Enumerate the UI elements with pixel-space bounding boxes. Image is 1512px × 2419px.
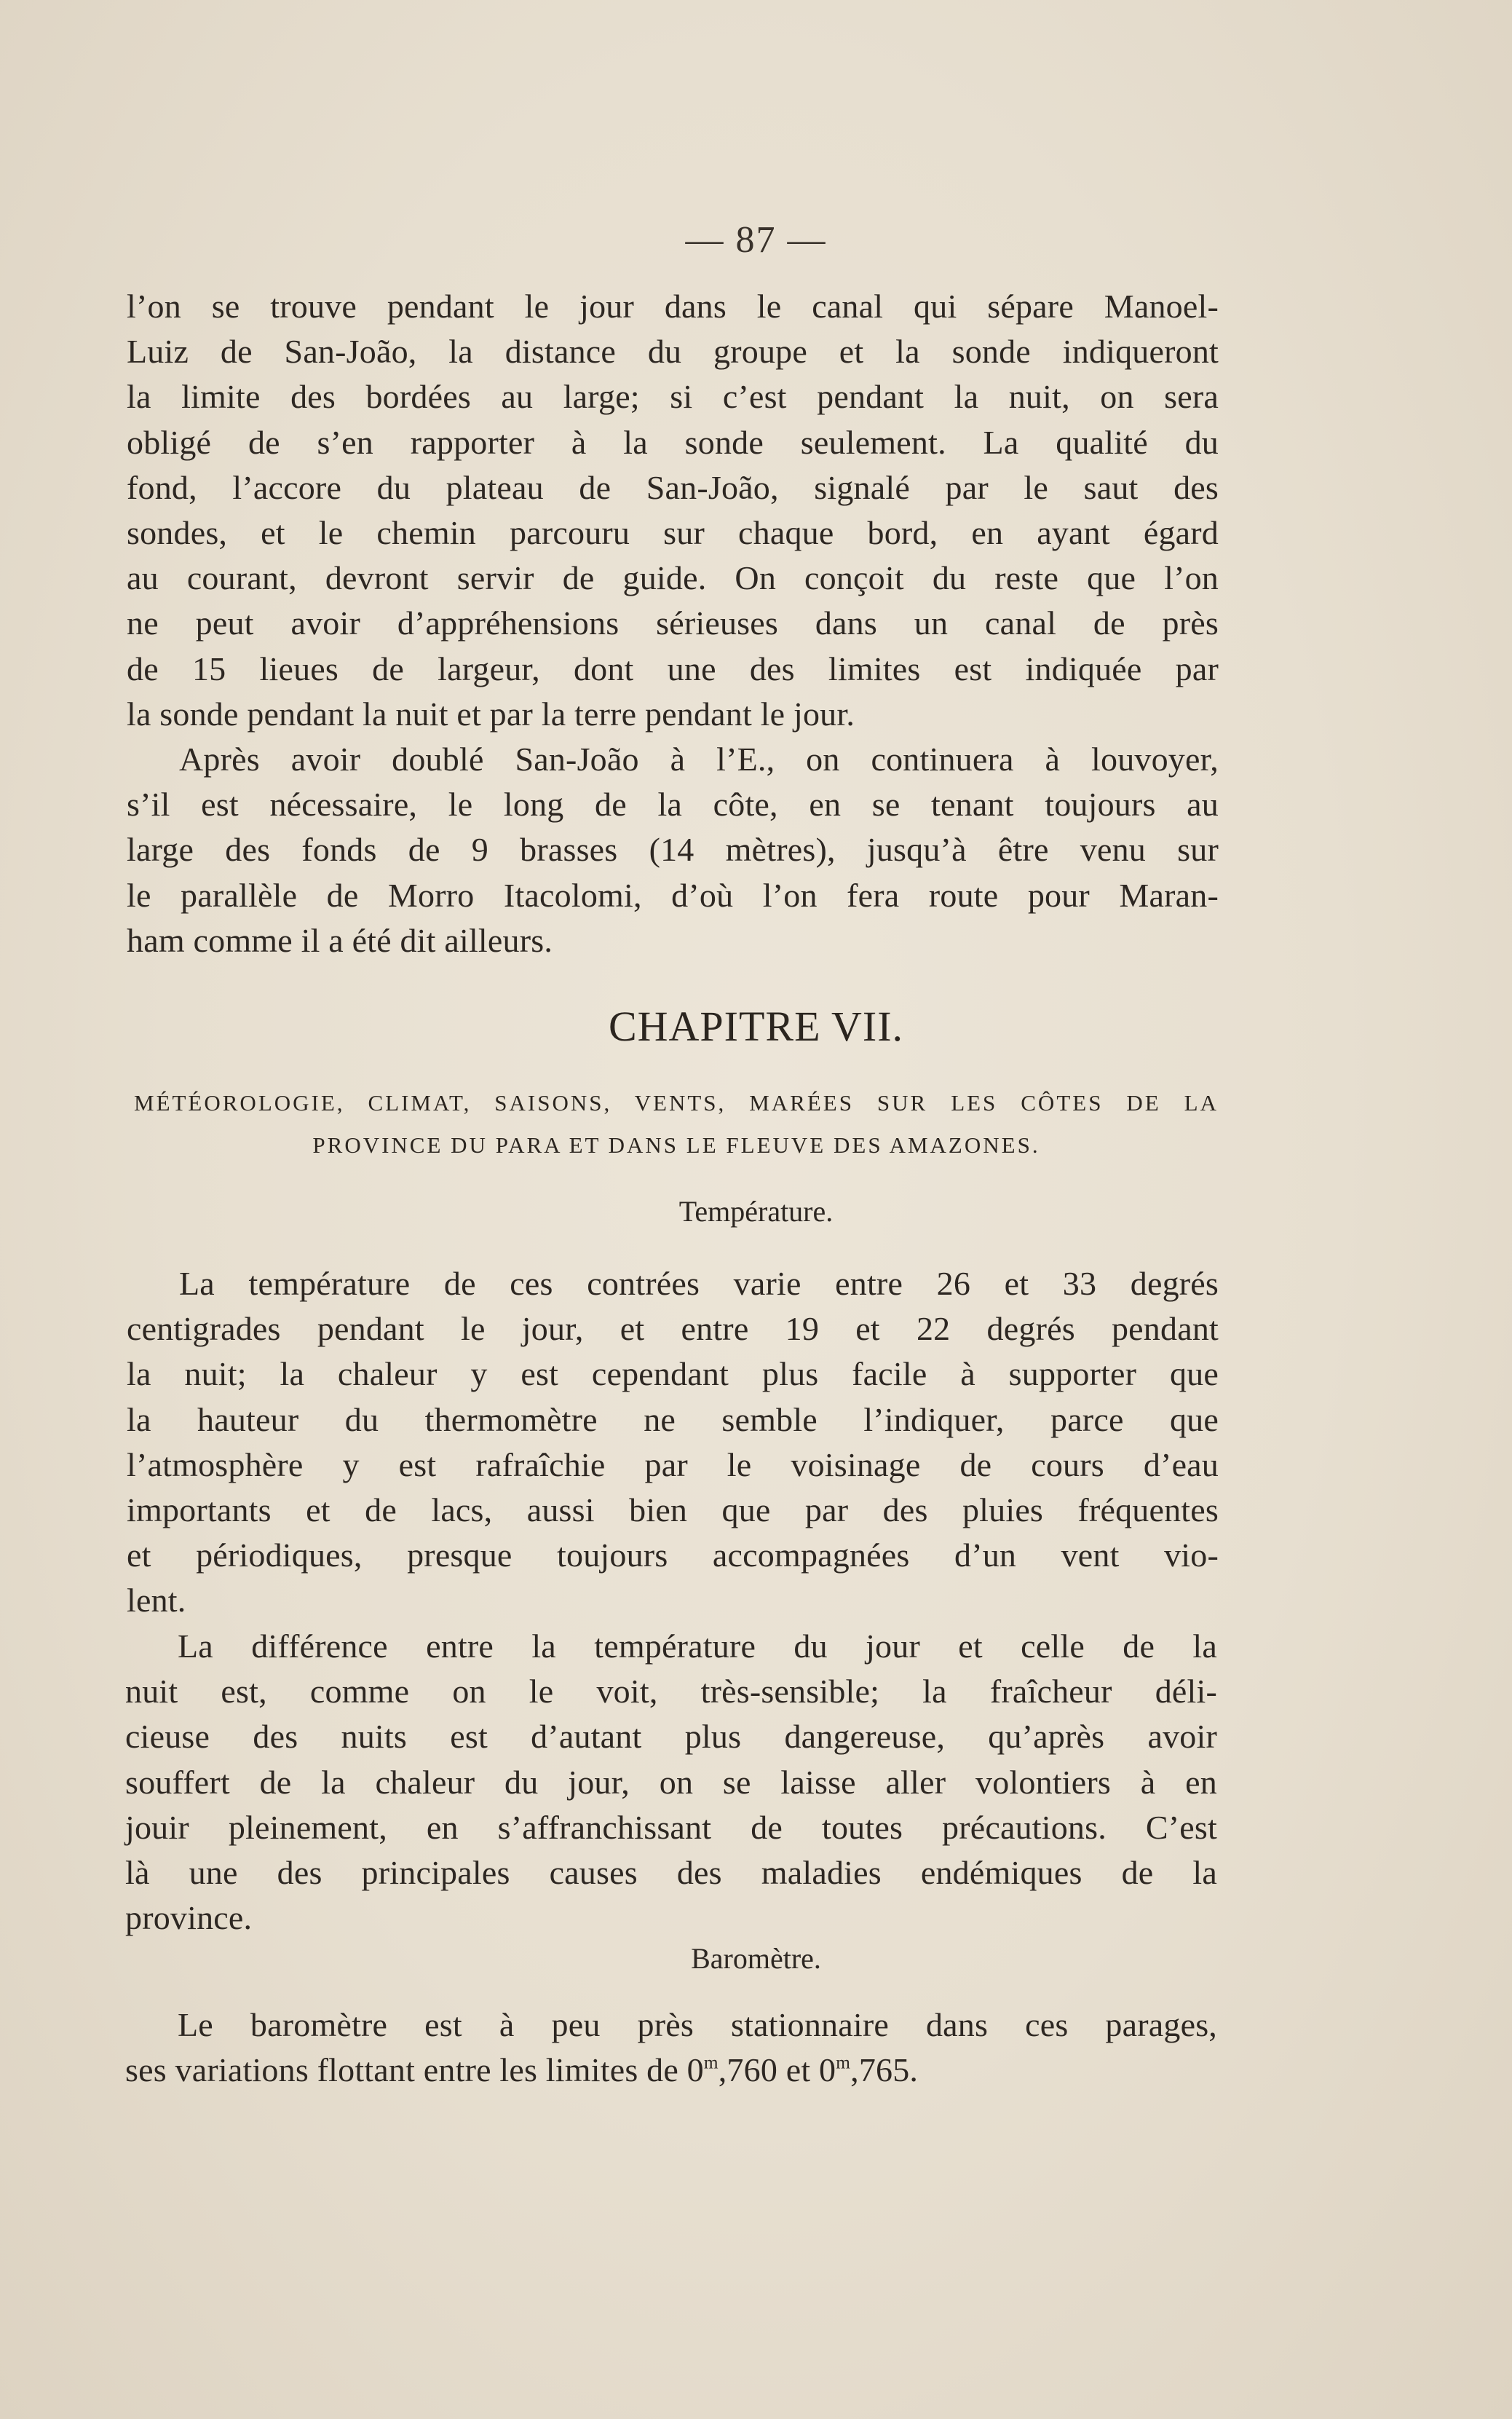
text-line: s’il est nécessaire, le long de la côte, en se tenant toujours au: [127, 786, 1219, 824]
text-line: centigrades pendant le jour, et entre 19 et 22 degrés pendant: [127, 1310, 1219, 1348]
paragraph-1: [127, 284, 1219, 737]
text-line: et périodiques, presque toujours accompagnées d’un vent vio-: [127, 1536, 1219, 1574]
text-line: ne peut avoir d’appréhensions sérieuses dans un canal de près: [127, 604, 1219, 642]
text-line: [125, 2048, 1217, 2093]
text-line: nuit est, comme on le voit, très-sensible; la fraîcheur déli-: [125, 1673, 1217, 1710]
text-line: la hauteur du thermomètre ne semble l’indiquer, parce que: [127, 1400, 1219, 1438]
text-line: large des fonds de 9 brasses (14 mètres), jusqu’à être venu sur: [127, 831, 1219, 869]
subtitle-line: MÉTÉOROLOGIE, CLIMAT, SAISONS, VENTS, MARÉES SUR LES CÔTES DE LA: [134, 1090, 1219, 1116]
superscript-unit: m: [836, 2052, 851, 2073]
text-line: province.: [125, 1899, 253, 1937]
superscript-unit: m: [703, 2052, 719, 2073]
chapter-title: CHAPITRE VII.: [608, 1003, 904, 1050]
text-line: Luiz de San-João, la distance du groupe et la sonde indiqueront: [127, 333, 1219, 371]
text-line: souffert de la chaleur du jour, on se laisse aller volontiers à en: [125, 1763, 1217, 1801]
text-line: Le baromètre est à peu près stationnaire dans ces parages,: [178, 2006, 1217, 2043]
text-fragment: ,760 et 0: [718, 2051, 836, 2089]
text-line: l’atmosphère y est rafraîchie par le voisinage de cours d’eau: [127, 1445, 1219, 1483]
text-line: importants et de lacs, aussi bien que par des pluies fréquentes: [127, 1491, 1219, 1528]
text-line: l’on se trouve pendant le jour dans le canal qui sépare Manoel-: [127, 288, 1219, 325]
text-line: Après avoir doublé San-João à l’E., on continuera à louvoyer,: [179, 741, 1219, 778]
section-heading-barometre: Baromètre.: [691, 1942, 821, 1975]
paragraph-4: [125, 1624, 1217, 1941]
text-line: la limite des bordées au large; si c’est pendant la nuit, on sera: [127, 378, 1219, 416]
text-line: cieuse des nuits est d’autant plus dangereuse, qu’après avoir: [125, 1718, 1217, 1756]
section-heading-temperature: Température.: [678, 1195, 834, 1228]
text-line: lent.: [127, 1582, 186, 1619]
text-line: obligé de s’en rapporter à la sonde seulement. La qualité du: [127, 423, 1219, 461]
page-number: — 87 —: [685, 219, 827, 261]
paragraph-3: [127, 1261, 1219, 1624]
text-line: La différence entre la température du jour et celle de la: [178, 1627, 1217, 1665]
text-fragment: ses variations flottant entre les limites de 0: [125, 2051, 704, 2089]
text-line: le parallèle de Morro Itacolomi, d’où l’on fera route pour Maran-: [127, 876, 1219, 914]
text-line: ham comme il a été dit ailleurs.: [127, 921, 553, 959]
text-line: de 15 lieues de largeur, dont une des limites est indiquée par: [127, 650, 1219, 687]
text-line: au courant, devront servir de guide. On conçoit du reste que l’on: [127, 559, 1219, 597]
chapter-subtitle: [134, 1082, 1219, 1167]
paragraph-2: [127, 737, 1219, 963]
text-line: la nuit; la chaleur y est cependant plus facile à supporter que: [127, 1355, 1219, 1393]
text-line: jouir pleinement, en s’affranchissant de toutes précautions. C’est: [125, 1808, 1217, 1846]
subtitle-line: PROVINCE DU PARA ET DANS LE FLEUVE DES AMAZONES.: [312, 1132, 1040, 1158]
text-line: sondes, et le chemin parcouru sur chaque bord, en ayant égard: [127, 513, 1219, 551]
text-line: fond, l’accore du plateau de San-João, signalé par le saut des: [127, 468, 1219, 506]
text-line: la sonde pendant la nuit et par la terre pendant le jour.: [127, 695, 855, 733]
text-line: là une des principales causes des maladies endémiques de la: [125, 1853, 1217, 1891]
text-line: La température de ces contrées varie entre 26 et 33 degrés: [179, 1265, 1219, 1302]
paragraph-5: [125, 2002, 1217, 2093]
text-fragment: ,765.: [850, 2051, 919, 2089]
